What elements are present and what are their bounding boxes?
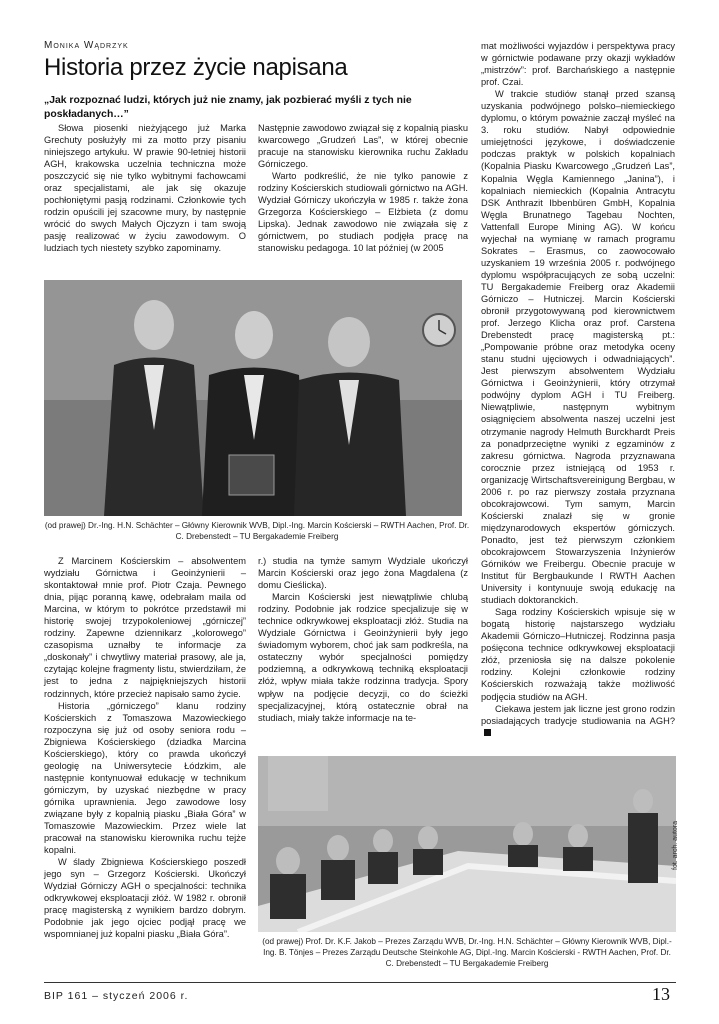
photo-caption-2: (od prawej) Prof. Dr. K.F. Jakob – Prezes Zarządu WVB, Dr.-Ing. H.N. Schächter – Główny Kierownik WVB, Dipl.-Ing. B. Tönjes – Prezes Zarządu Deutsche Steinkohle AG, Dipl.-Ing. Marcin Kościerski - RWTH Aachen, Prof. Dr. C. Drebenstedt – TU Bergakademie Freiberg [262, 937, 672, 968]
photo-conference-table-image [258, 756, 676, 932]
photo-three-men-image [44, 280, 462, 516]
photo-credit: fot. arch. autora [672, 820, 679, 870]
author-name: Monika Wądrzyk [44, 40, 129, 51]
column-1-bottom [44, 555, 246, 941]
paragraph: mat możliwości wyjazdów i perspektywa pracy w górnictwie podawane przy okazji wykładów „mistrzów”: prof. Barchańskiego a następnie prof. Czai. [481, 41, 675, 88]
paragraph: Historia „górniczego” klanu rodziny Kościerskich z Tomaszowa Mazowieckiego rozpoczyna się już od osoby seniora rodu – Zbigniewa Kościerskiego (dziadka Marcina Kościerskiego), który co prawda ukończył geologię na Uniwersytecie Łódzkim, ale następnie kontynuował edukację w technikum górniczym, by uzyskać niezbędne w pracy górnika uprawnienia. Jego zawodowe losy związane były z kopalnią piasku „Biała Góra” w Tomaszowie Mazowieckim. Przez wiele lat pracował na stanowisku kierownika ruchu tejże kopalni. [44, 700, 246, 856]
end-of-article-mark [484, 729, 491, 736]
paragraph: Słowa piosenki nieżyjącego już Marka Grechuty posłużyły mi za motto przy pisaniu niniejszego artykułu. W prawie 90-letniej historii AGH, krakowska uczelnia techniczna może poszczycić się nie tylko wybitnymi fachowcami oraz specjalistami, ale jak się okazuje pochłoniętymi pasją rodzinami. Członkowie tych rodzin opuścili jej szacowne mury, by następnie wrócić do swych Małych Ojczyzn i tam swoją pasję realizować w życiu zawodowym. O ludziach tych niestety szybko zapominamy. [44, 123, 246, 254]
paragraph [481, 703, 675, 739]
article-lead: „Jak rozpoznać ludzi, których już nie znamy, jak pozbierać myśli z tych nie poskładanych…” [44, 95, 412, 120]
photo-conference-table [258, 756, 676, 932]
paragraph: W ślady Zbigniewa Kościerskiego poszedł jego syn – Grzegorz Kościerski. Ukończył Wydział Górniczy AGH o specjalności: technika odkrywkowej eksploatacji złóż. W 1982 r. obronił pracę magisterską z wynikiem bardzo dobrym. Podobnie jak jego ojciec podjął pracę we wspomnianej już kopalni piasku „Biała Góra”. [44, 857, 246, 940]
column-2-bottom [258, 555, 468, 724]
paragraph: Z Marcinem Kościerskim – absolwentem wydziału Górnictwa i Geoinżynierii – skontaktował mnie prof. Piotr Czaja. Pewnego dnia, pijąc poranną kawę, odebrałam maila od Marcina, w którym to pokrótce przedstawił mi historię swojej trzypokoleniowej „górniczej” rodziny. Zapewne dziennikarz „kolorowego” czasopisma uznałby te informacje za „doskonały” i chwytliwy materiał prasowy, ale ja, czytając kolejne fragmenty listu, stwierdziłam, że jest to jedna z najpiękniejszych historii rodzinnych, które przecież napisało samo życie. [44, 556, 246, 699]
paragraph: Saga rodziny Kościerskich wpisuje się w bogatą historię najstarszego wydziału Akademii Górniczo–Hutniczej. Rodzinna pasja pośięcona technice odkrywkowej eksploatacji złóż, przeniosła się na dalsze pokolenie rodziny. Kolejni członkowie rodziny Kościerskich rozważają także możliwość podjęcia studiów na AGH. [481, 607, 675, 702]
photo-caption-1: (od prawej) Dr.-Ing. H.N. Schächter – Główny Kierownik WVB, Dipl.-Ing. Marcin Kościerski – RWTH Aachen, Prof. Dr. C. Drebenstedt – TU Bergakademie Freiberg [44, 521, 470, 541]
article-title: Historia przez życie napisana [44, 54, 348, 81]
footer-divider [44, 982, 676, 983]
paragraph: r.) studia na tymże samym Wydziale ukończył Marcin Kościerski oraz jego żona Magdalena (z domu Cieślicka). [258, 556, 468, 591]
column-3 [481, 40, 675, 739]
paragraph-text: Ciekawa jestem jak liczne jest grono rodzin posiadających tradycje studiowania na AGH? [481, 703, 675, 726]
footer-issue: BIP 161 – styczeń 2006 r. [44, 990, 189, 1002]
column-1-top [44, 122, 246, 255]
photo-three-men [44, 280, 462, 516]
paragraph: Następnie zawodowo związał się z kopalnią piasku kwarcowego „Grudzeń Las”, w której obecnie pracuje na stanowisku kierownika ruchu Zakładu Górniczego. [258, 123, 468, 170]
paragraph: W trakcie studiów stanął przed szansą uzyskania podwójnego polsko–niemieckiego dyplomu, o którym poważnie zaczął myśleć na 3. roku studiów. Nabył odpowiednie umiejętności językowe, i doświadczenie podczas praktyk w polskich kopalniach (Kopalnia Piasku Kwarcowego „Grudzeń Las”, Kopalnia Węgla Kamiennego „Janina”), i kopalniach niemieckich (Kopalnia Antracytu DSK Anthrazit Ibbenbüren GmbH, Kopalnia Węgla Brunatnego Tagebau Nochten, Vattenfall Europe Mining AG). W końcu wyjechał na wymianę w ramach programu Sokrates – Erasmus, co zaowocowało uzyskaniem 19 września 2005 r. podwójnego dyplomu współpracujących ze sobą uczelni: TU Bergakademie Freiberg oraz Akademii Górniczo – Hutniczej. Marcin Kościerski obronił przygotowywaną pod kierownictwem prof. Jerzego Klicha oraz prof. Carstena Drebenstedt pracę magisterską pt.: „Pompowanie próbne oraz metodyka oceny stanu studni ujęciowych i odwadniających”. Jest pierwszym absolwentem Wydziału Górnictwa i Geoinżynierii, który otrzymał podwójny dyplom AGH i TU Freiberg. Niewątpliwie, następnym wybitnym osiągnięciem absolwenta naszej uczelni jest otrzymanie nagrody Helmuth Burckhardt Preis za ponadprzeciętne wyniki z egzaminów z zakresu górnictwa. Nagroda przyznawana corocznie przez istniejącą od 1953 r. organizację Wirtschaftsvereinigung Bergbau, w 2006 r. po raz pierwszy została przyznana obcokrajowcowi. Tym samym, Marcin Kościerski znalazł się w gronie międzynarodowych ekspertów górniczych. Ponadto, jest też pierwszym członkiem obcokrajowcem Stowarzyszenia Inżynierów Górników we Freibergu. Obecnie pracuje w Institut für Bergbaukunde I RWTH Aachen University i kontynuuje swoją edukację na studiach doktoranckich. [481, 89, 675, 606]
column-2-top [258, 122, 468, 255]
page-number: 13 [652, 984, 670, 1004]
paragraph: Warto podkreślić, że nie tylko panowie z rodziny Kościerskich studiowali górnictwo na AGH. Wydział Górniczy ukończyła w 1985 r. także żona Grzegorza Kościerskiego – Elżbieta (z domu Lipska). Jednak zawodowo nie związała się z górnictwem, po studiach podjęła pracę na stanowisku pedagoga. 10 lat później (w 2005 [258, 171, 468, 254]
paragraph: Marcin Kościerski jest niewątpliwie chlubą rodziny. Podobnie jak rodzice specjalizuje się w technice odkrywkowej eksploatacji złóż. Studia na Wydziale Górnictwa i Geoinżynierii były jego świadomym wyborem, choć jak sam podkreśla, na ostateczny wybór specjalności pomiędzy podziemną, a odkrywkową techniką eksploatacji złóż, wpływ miała także rodzinna tradycja. Spory wpływ na podjęcie decyzji, co do ścieżki specjalizacyjnej, którą ostatecznie obrał na studiach, miały także informacje na te- [258, 592, 468, 723]
